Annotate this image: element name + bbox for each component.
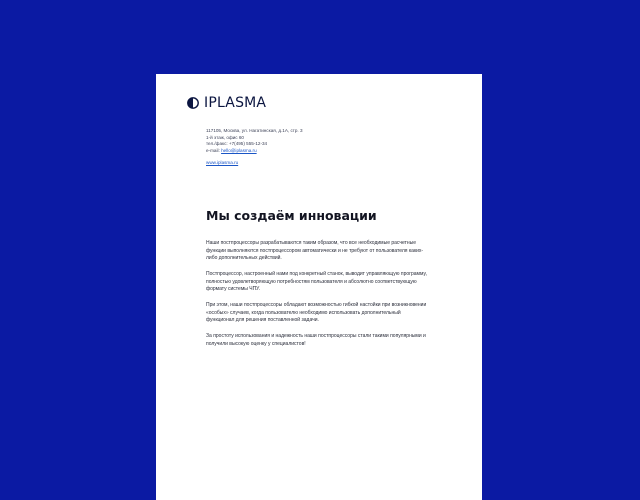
paragraph: Постпроцессор, настроенный нами под конкретный станок, выводит управляющую программу, полностью удовлетворяющую потребностям пользователя и абсолютно соответствующую формату системы ЧПУ. — [206, 270, 427, 293]
plasma-logo-icon — [187, 97, 199, 109]
website-link[interactable]: www.iplasma.ru — [206, 160, 239, 165]
address-line-2: 1-й этаж, офис 60 — [206, 134, 244, 140]
brand-logo — [187, 96, 266, 110]
contact-block — [206, 128, 303, 154]
email-link[interactable]: hello@iplasma.ru — [221, 147, 257, 153]
email-label: e-mail: — [206, 147, 222, 153]
email-line — [206, 148, 303, 155]
address-line-1: 117105, Москва, ул. Нагатинская, д.1A, стр. 3 — [206, 128, 303, 133]
brand-name: IPLASMA — [204, 95, 267, 111]
page-title: Мы создаём инновации — [206, 208, 377, 223]
body-text — [206, 240, 428, 356]
letterhead-page — [156, 74, 482, 500]
paragraph: Наши постпроцессоры разрабатываются таким образом, что все необходимые расчетные функции выполняются постпроцессором автоматически и не требуют от пользователя каких-либо дополнительных действий. — [206, 240, 424, 262]
paragraph: За простоту использования и надежность наши постпроцессоры стали такими популярными и получили высокую оценку у специалистов! — [206, 332, 426, 347]
phone-line: тел./факс: +7(495) 555-12-34 — [206, 141, 268, 147]
paragraph: При этом, наши постпроцессоры обладают возможностью гибкой настойки при возникновении «особых» случаев, когда пользователю необходимо использовать дополнительный функционал для решения поставленной задачи. — [206, 301, 427, 324]
